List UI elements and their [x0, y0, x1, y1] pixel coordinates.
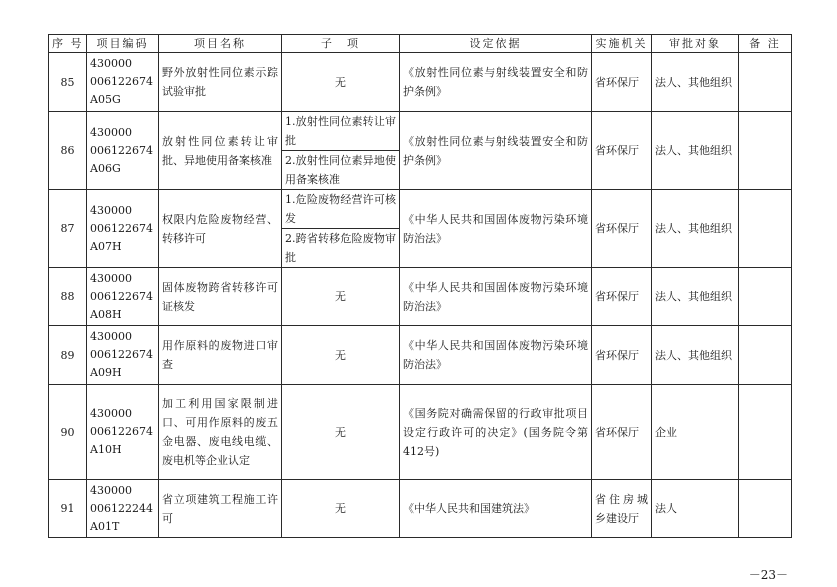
header-item-code: 项目编码 — [87, 35, 159, 53]
header-item-name: 项目名称 — [159, 35, 282, 53]
sub-item-entry: 1.危险废物经营许可核发 — [282, 190, 399, 229]
item-code: 430000 006122674 A10H — [87, 385, 159, 480]
approval-target: 法人 — [652, 480, 739, 538]
item-name: 固体废物跨省转移许可证核发 — [159, 268, 282, 326]
sub-item: 无 — [282, 480, 400, 538]
approval-items-table — [48, 34, 792, 538]
sub-item: 无 — [282, 268, 400, 326]
item-name: 放射性同位素转让审批、异地使用备案核准 — [159, 112, 282, 190]
implementing-agency: 省住房城乡建设厅 — [592, 480, 652, 538]
approval-target: 法人、其他组织 — [652, 53, 739, 112]
table-row — [49, 53, 792, 112]
row-number: 89 — [49, 326, 87, 385]
sub-item-entry: 2.跨省转移危险废物审批 — [285, 232, 396, 264]
sub-item — [282, 112, 400, 190]
table-row — [49, 112, 792, 190]
remarks — [739, 268, 792, 326]
row-number: 91 — [49, 480, 87, 538]
legal-basis: 《中华人民共和国建筑法》 — [400, 480, 592, 538]
remarks — [739, 112, 792, 190]
row-number: 86 — [49, 112, 87, 190]
approval-target: 企业 — [652, 385, 739, 480]
implementing-agency: 省环保厅 — [592, 112, 652, 190]
row-number: 85 — [49, 53, 87, 112]
sub-item: 无 — [282, 385, 400, 480]
implementing-agency: 省环保厅 — [592, 326, 652, 385]
remarks — [739, 480, 792, 538]
legal-basis: 《国务院对确需保留的行政审批项目设定行政许可的决定》(国务院令第412号) — [400, 385, 592, 480]
item-name: 用作原料的废物进口审查 — [159, 326, 282, 385]
header-implementing-agency: 实施机关 — [592, 35, 652, 53]
item-name: 省立项建筑工程施工许可 — [159, 480, 282, 538]
table-row — [49, 268, 792, 326]
legal-basis: 《中华人民共和国固体废物污染环境防治法》 — [400, 190, 592, 268]
implementing-agency: 省环保厅 — [592, 268, 652, 326]
legal-basis: 《放射性同位素与射线装置安全和防护条例》 — [400, 53, 592, 112]
implementing-agency: 省环保厅 — [592, 385, 652, 480]
item-code: 430000 006122674 A07H — [87, 190, 159, 268]
row-number: 88 — [49, 268, 87, 326]
legal-basis: 《中华人民共和国固体废物污染环境防治法》 — [400, 326, 592, 385]
item-code: 430000 006122674 A09H — [87, 326, 159, 385]
sub-item: 无 — [282, 326, 400, 385]
item-code: 430000 006122674 A08H — [87, 268, 159, 326]
table-row — [49, 480, 792, 538]
sub-item — [282, 190, 400, 268]
row-number: 90 — [49, 385, 87, 480]
header-legal-basis: 设定依据 — [400, 35, 592, 53]
header-sub-item: 子 项 — [282, 35, 400, 53]
remarks — [739, 385, 792, 480]
header-serial-number: 序 号 — [49, 35, 87, 53]
approval-target: 法人、其他组织 — [652, 190, 739, 268]
table-header-row — [49, 35, 792, 53]
sub-item-entry: 1.放射性同位素转让审批 — [282, 112, 399, 151]
item-code: 430000 006122674 A05G — [87, 53, 159, 112]
header-approval-target: 审批对象 — [652, 35, 739, 53]
approval-target: 法人、其他组织 — [652, 112, 739, 190]
sub-item-entry: 2.放射性同位素异地使用备案核准 — [285, 154, 396, 186]
item-code: 430000 006122674 A06G — [87, 112, 159, 190]
item-code: 430000 006122244 A01T — [87, 480, 159, 538]
approval-target: 法人、其他组织 — [652, 268, 739, 326]
approval-target: 法人、其他组织 — [652, 326, 739, 385]
table-row — [49, 385, 792, 480]
implementing-agency: 省环保厅 — [592, 190, 652, 268]
item-name: 权限内危险废物经营、转移许可 — [159, 190, 282, 268]
remarks — [739, 190, 792, 268]
table-row — [49, 190, 792, 268]
table-row — [49, 326, 792, 385]
header-remarks: 备 注 — [739, 35, 792, 53]
item-name: 加工利用国家限制进口、可用作原料的废五金电器、废电线电缆、废电机等企业认定 — [159, 385, 282, 480]
remarks — [739, 326, 792, 385]
item-name: 野外放射性同位素示踪试验审批 — [159, 53, 282, 112]
page-number: －23－ — [748, 568, 788, 582]
sub-item: 无 — [282, 53, 400, 112]
row-number: 87 — [49, 190, 87, 268]
legal-basis: 《放射性同位素与射线装置安全和防护条例》 — [400, 112, 592, 190]
implementing-agency: 省环保厅 — [592, 53, 652, 112]
legal-basis: 《中华人民共和国固体废物污染环境防治法》 — [400, 268, 592, 326]
remarks — [739, 53, 792, 112]
